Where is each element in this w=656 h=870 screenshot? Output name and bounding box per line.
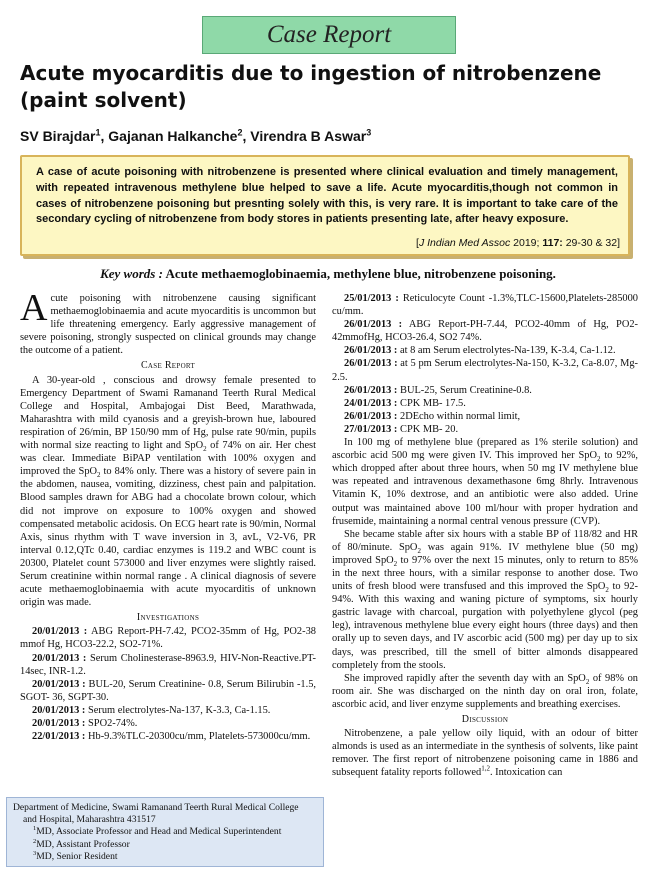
investigation-entry: 27/01/2013 : CPK MB- 20.	[344, 423, 459, 435]
treatment-paragraph: She improved rapidly after the seventh day with an SpO$_2$ of 98% on room air. She was discharged on the ninth day on oral iron, folate, ascorbic acid, and liver enzyme supplements and breathing exercises.	[332, 672, 638, 710]
investigation-entry: 26/01/2013 : at 5 pm Serum electrolytes-Na-150, K-3.2, Ca-8.07, Mg-2.5.	[332, 358, 638, 383]
treatment-paragraph: She became stable after six hours with a stable BP of 118/82 and HR of 80/minute. SpO$_2$ was again 91%. IV methylene blue (50 mg) improved SpO$_2$ to 97% over the next 15 minutes, only to return to 85% in the next three hours, with a similar response to another dose. Two units of fresh blood were transfused and this improved the SpO$_2$ to 92-94%. With this waxing and waning picture of symptoms, six hourly gastric lavage with charcoal, purgation with polyethylene glycol (peg leg), intravenous methylene blue every eight hours (three days) and then orally up to seven days, and IV ascorbic acid (500 mg) per day up to six days, was prescribed, till the smell of bitter almonds disappeared completely from the stools.	[332, 528, 639, 671]
author-name: Virendra B Aswar	[250, 128, 367, 144]
case-report-heading: Case Report	[140, 360, 196, 372]
affiliation-item: $^3$MD, Senior Resident	[33, 849, 118, 862]
article-type-label: Case Report	[266, 21, 392, 48]
right-column	[332, 292, 638, 779]
investigation-entry: 20/01/2013 : SPO2-74%.	[32, 718, 138, 729]
keywords-line	[0, 266, 656, 282]
investigation-entry: 26/01/2013 : at 8 am Serum electrolytes-Na-139, K-3.4, Ca-1.12.	[344, 345, 616, 357]
investigation-entry: 26/01/2013 : BUL-25, Serum Creatinine-0.8.	[344, 384, 532, 396]
article-type-banner	[202, 16, 456, 54]
author-affil-mark: 1	[95, 127, 101, 138]
keywords-label: Key words :	[100, 266, 163, 281]
investigation-entry: 22/01/2013 : Hb-9.3%TLC-20300cu/mm, Platelets-573000cu/mm.	[32, 731, 311, 743]
author-name: SV Birajdar	[20, 128, 96, 144]
affiliation-place: and Hospital, Maharashtra 431517	[23, 814, 156, 826]
investigation-entry: 20/01/2013 : Serum electrolytes-Na-137, K-3.3, Ca-1.15.	[32, 704, 271, 716]
reference-mark: 1,2	[481, 764, 490, 773]
author-affil-mark: 2	[237, 127, 243, 138]
keywords-text: Acute methaemoglobinaemia, methylene blue, nitrobenzene poisoning.	[165, 266, 556, 281]
investigations-heading: Investigations	[136, 612, 200, 624]
left-column	[20, 287, 316, 743]
author-name: Gajanan Halkanche	[108, 128, 238, 144]
treatment-paragraph: In 100 mg of methylene blue (prepared as 1% sterile solution) and ascorbic acid 500 mg were given IV. This improved her SpO$_2$ to 92%, which dropped after about three hours, when 50 mg IV methylene blue was repeated and intravenous dexamethasone 6mg 8hrly. Intravenous Vitamin K, 10% dextrose, and an antibiotic were also added. Urine output was maintained above 100 ml/hour with proper hydration and frusemide, maintaining a normal central venous pressure (CVP).	[332, 437, 638, 527]
investigation-entry: 26/01/2013 : 2DEcho within normal limit,	[344, 410, 521, 422]
discussion-paragraph: Nitrobenzene, a pale yellow oily liquid, with an odour of bitter almonds is used as an intermediate in the synthesis of solvents, like paint remover. The first report of nitrobenzene poisoning came in 1886 and subsequent fatality reports followed$^{1,2}$. Intoxication can	[332, 728, 638, 779]
affiliation-dept: Department of Medicine, Swami Ramanand Teerth Rural Medical College	[13, 802, 299, 813]
drop-cap: A	[20, 287, 48, 329]
investigation-entry: 26/01/2013 : ABG Report-PH-7.44, PCO2-40mm of Hg, PO2-42mmofHg, HCO3-26.4, SO2 74%.	[332, 319, 638, 344]
investigation-entry: 20/01/2013 : Serum Cholinesterase-8963.9, HIV-Non-Reactive.PT-14sec, INR-1.2.	[20, 652, 316, 677]
author-affil-mark: 3	[366, 127, 372, 138]
author-list: SV Birajdar$^1$, Gajanan Halkanche$^2$, Virendra B Aswar$^3$	[20, 127, 372, 144]
investigation-entry: 25/01/2013 : Reticulocyte Count -1.3%,TLC-15600,Platelets-285000 cu/mm.	[332, 293, 638, 318]
investigation-entry: 20/01/2013 : ABG Report-PH-7.42, PCO2-35mm of Hg, PO2-38 mmof Hg, HCO3-22.2, SO2-71%.	[20, 626, 316, 651]
affiliation-box	[6, 797, 324, 867]
affiliation-item: $^1$MD, Associate Professor and Head and Medical Superintendent	[33, 825, 282, 838]
journal-name: J Indian Med Assoc	[418, 237, 511, 249]
article-title: Acute myocarditis due to ingestion of nitrobenzene (paint solvent)	[20, 61, 602, 112]
discussion-heading: Discussion	[461, 714, 509, 725]
intro-paragraph: Acute poisoning with nitrobenzene causing significant methaemoglobinaemia and acute myocarditis is uncommon but life threatening emergency. Early aggressive management of severe poisoning, strongly suspected on clinical grounds may change the outcome of a patient.	[20, 287, 316, 357]
affiliation-item: $^2$MD, Assistant Professor	[33, 837, 130, 850]
abstract-box	[20, 155, 630, 256]
investigation-entry: 20/01/2013 : BUL-20, Serum Creatinine- 0.8, Serum Bilirubin -1.5, SGOT- 36, SGPT-30.	[20, 678, 316, 703]
citation: [J Indian Med Assoc 2019; 117: 29-30 & 32]	[416, 237, 620, 249]
case-paragraph: A 30-year-old , conscious and drowsy female presented to Emergency Department of Swami Ramanand Teerth Rural Medical College and Hospital, Ambajogai Dist Beed, Marathwada, Maharashtra with mild cyanosis and a greyish-brown hue, laboured respiration of 26/min, BP 150/90 mm of Hg, pulse rate 90/min, pupils with normal size reacting to light and SpO$_2$ of 74% on air. Her chest was clear. Immediate BiPAP ventilation with 100% oxygen and improved the SpO$_2$ to 84% only. There was a history of severe pain in the abdomen, nausea, vomiting, dizziness, chest pain and palpitation. Blood samples drawn for ABG had a chocolate brown colour, which did not improve on exposure to 100% oxygen and showed compensated metabolic acidosis. On ECG heart rate is 90/min, Normal Axis, sinus rhythm with T wave inversion in 3, avL, V2-V6, PR interval 0.12,QTc 0.40, cardiac enzymes is 119.2 and WBC count is 20300, Platelet count 573000 and liver enzymes were slightly raised. Serum creatinine within normal range . A clinical diagnosis of severe acute methaemoglobinaemia with acute myocarditis of unknown origin was made.	[20, 374, 316, 609]
abstract-text: A case of acute poisoning with nitrobenzene is presented where clinical evaluation and timely management, with repeated intravenous methylene blue helped to save a life. Acute myocarditis,though not common in cases of nitrobenzene poisoning but presnting solely with this, is very rare. It is important to take care of the secondary cycling of nitrobenzene from body stores in patients presenting late, after heavy exposure.	[36, 166, 618, 226]
investigation-entry: 24/01/2013 : CPK MB- 17.5.	[344, 397, 466, 409]
